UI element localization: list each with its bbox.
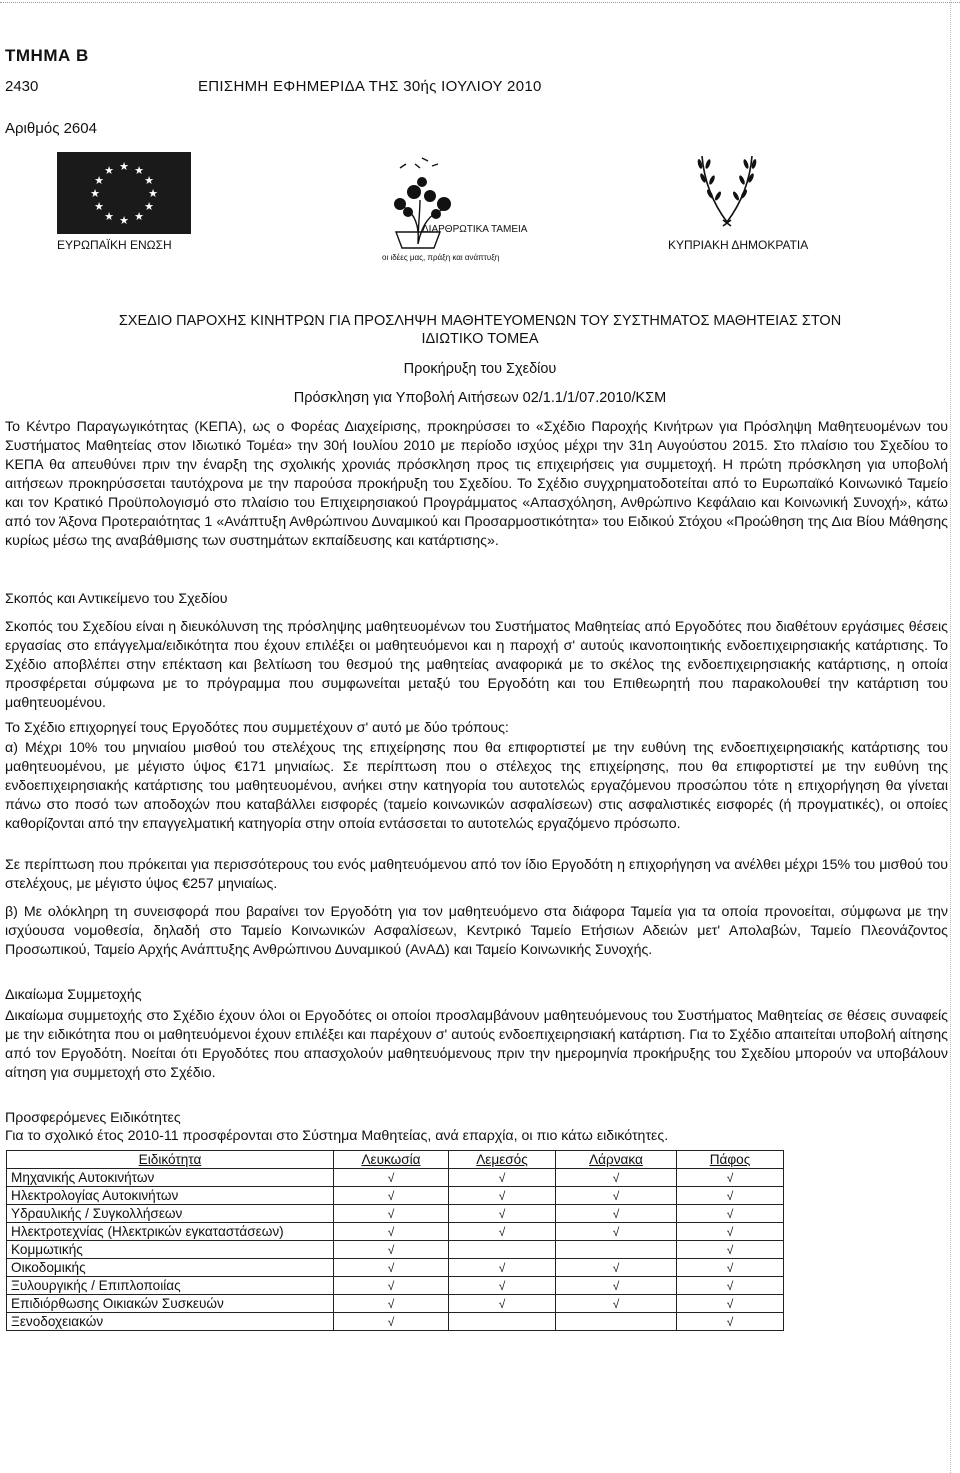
availability-cell: √ [556,1259,677,1277]
table-row [7,1205,784,1223]
svg-text:★: ★ [94,174,104,187]
funding-option-a-extra: Σε περίπτωση που πρόκειται για περισσότερους του ενός μαθητευόμενου από τον ίδιο Εργοδότη η επιχορήγηση να ανέλθει μέχρι 15% του μισθού του στελέχους, με μέγιστο ύψος €257 μηνιαίως. [5,857,948,892]
funds-motto: οι ιδέες μας, πράξη και ανάπτυξη [382,253,500,262]
svg-text:★: ★ [134,210,144,223]
availability-cell: √ [556,1295,677,1313]
availability-cell: √ [677,1241,784,1259]
availability-cell: √ [334,1223,449,1241]
eu-stars-icon [57,152,191,234]
availability-cell: √ [449,1259,556,1277]
availability-cell: √ [334,1205,449,1223]
availability-cell [556,1241,677,1259]
specialty-name: Ξενοδοχειακών [7,1313,334,1331]
svg-text:★: ★ [148,187,158,200]
intro-paragraph: Το Κέντρο Παραγωγικότητας (ΚΕΠΑ), ως ο Φορέας Διαχείρισης, προκηρύσσει το «Σχέδιο Παροχής Κινήτρων για Πρόσληψη Μαθητευομένων του Συστήματος Μαθητείας στον Ιδιωτικό Τομέα» την 30ή Ιουλίου 2010 με περίοδο ισχύος μέχρι την 31η Αυγούστου 2015. Στο πλαίσιο του Σχεδίου το ΚΕΠΑ θα απευθύνει πριν την έναρξη της σχολικής χρονιάς πρόσκληση προς τις επιχειρήσεις για συμμετοχή. Η πρώτη πρόσκληση για υποβολή αιτήσεων προκηρύσσεται ταυτόχρονα με την παρούσα προκήρυξη του Σχεδίου. Το Σχέδιο συγχρηματοδοτείται από το Ευρωπαϊκό Κοινωνικό Ταμείο και τον Κρατικό Προϋπολογισμό στο πλαίσιο του Επιχειρησιακού Προγράμματος «Απασχόληση, Ανθρώπινο Κεφάλαιο και Κοινωνική Συνοχή», κάτω από τον Άξονα Προτεραιότητας 1 «Ανάπτυξη Ανθρώπινου Δυναμικού και Προσαρμοστικότητα» του Ειδικού Στόχου «Προώθηση της Δια Βίου Μάθησης κυρίως μέσω της αναβάθμισης των συστημάτων εκπαίδευσης και κατάρτισης». [5,419,948,549]
specialty-name: Μηχανικής Αυτοκινήτων [7,1169,334,1187]
specialty-name: Ξυλουργικής / Επιπλοποιίας [7,1277,334,1295]
svg-text:★: ★ [119,214,129,227]
availability-cell: √ [677,1295,784,1313]
availability-cell: √ [334,1259,449,1277]
table-row [7,1187,784,1205]
eu-caption: ΕΥΡΩΠΑΪΚΗ ΕΝΩΣΗ [57,238,172,252]
availability-cell [556,1313,677,1331]
availability-cell: √ [449,1205,556,1223]
funding-option-b: β) Με ολόκληρη τη συνεισφορά που βαραίνει τον Εργοδότη για τον μαθητευόμενο στα διάφορα Ταμεία για τα οποία προνοείται, σύμφωνα με την ισχύουσα νομοθεσία, δηλαδή στο Ταμείο Κοινωνικών Ασφαλίσεων, Κεντρικό Ταμείο Ετήσιων Αδειών μετ' Απολαβών, Ταμείο Πλεονάζοντος Προσωπικού, Ταμείο Αρχής Ανάπτυξης Ανθρώπινου Δυναμικού (ΑνΑΔ) και Ταμείο Κοινωνικής Συνοχής. [5,904,948,958]
eu-flag-logo [57,152,191,234]
specialty-name: Ηλεκτροτεχνίας (Ηλεκτρικών εγκαταστάσεων) [7,1223,334,1241]
eligibility-paragraph: Δικαίωμα συμμετοχής στο Σχέδιο έχουν όλοι οι Εργοδότες οι οποίοι προσλαμβάνουν μαθητευόμενους του Συστήματος Μαθητείας σε θέσεις συναφείς με την ειδικότητα που οι μαθητευόμενοι έχουν επιλέξει και παρέχουν σ' αυτούς ενδοεπιχειρησιακή κατάρτιση. Για το Σχέδιο απαιτείται υποβολή αίτησης από τον Εργοδότη. Νοείται ότι Εργοδότες που απασχολούν μαθητευόμενους πριν την ημερομηνία προκήρυξης του Σχεδίου μπορούν να υποβάλουν αίτηση για συμμετοχή στο Σχέδιο. [5,1008,948,1081]
table-row [7,1241,784,1259]
section-label: ΤΜΗΜΑ Β [5,46,89,65]
availability-cell: √ [677,1205,784,1223]
specialty-name: Οικοδομικής [7,1259,334,1277]
table-row [7,1277,784,1295]
availability-cell [449,1313,556,1331]
funding-intro: Το Σχέδιο επιχορηγεί τους Εργοδότες που συμμετέχουν σ' αυτό με δύο τρόπους: [5,720,509,736]
cyprus-emblem-logo [682,150,772,230]
table-row [7,1313,784,1331]
availability-cell: √ [334,1187,449,1205]
specialties-intro: Για το σχολικό έτος 2010-11 προσφέρονται στο Σύστημα Μαθητείας, ανά επαρχία, οι πιο κάτω ειδικότητες. [5,1128,669,1144]
table-row [7,1223,784,1241]
availability-cell: √ [334,1277,449,1295]
availability-cell: √ [334,1295,449,1313]
svg-text:★: ★ [144,174,154,187]
specialties-table [6,1150,784,1331]
availability-cell: √ [556,1187,677,1205]
aim-heading: Σκοπός και Αντικείμενο του Σχεδίου [5,591,228,607]
availability-cell: √ [677,1277,784,1295]
availability-cell: √ [677,1169,784,1187]
funds-label: ΔΙΑΡΘΡΩΤΙΚΑ ΤΑΜΕΙΑ [422,224,528,235]
page-number: 2430 [5,78,39,95]
olive-branch-icon [682,150,772,230]
availability-cell: √ [334,1241,449,1259]
col-limassol: Λεμεσός [449,1151,556,1169]
availability-cell: √ [677,1223,784,1241]
scheme-title-line1: ΣΧΕΔΙΟ ΠΑΡΟΧΗΣ ΚΙΝΗΤΡΩΝ ΓΙΑ ΠΡΟΣΛΗΨΗ ΜΑΘΗΤΕΥΟΜΕΝΩΝ ΤΟΥ ΣΥΣΤΗΜΑΤΟΣ ΜΑΘΗΤΕΙΑΣ ΣΤΟΝ [118,313,842,329]
availability-cell [449,1241,556,1259]
col-specialty: Ειδικότητα [7,1151,334,1169]
top-border [0,2,960,3]
availability-cell: √ [449,1223,556,1241]
aim-paragraph: Σκοπός του Σχεδίου είναι η διευκόλυνση της πρόσληψης μαθητευομένων του Συστήματος Μαθητείας από Εργοδότες που διαθέτουν εργάσιμες θέσεις εργασίας στο επάγγελμα/ειδικότητα που έχουν επιλέξει οι μαθητευόμενοι και η παροχή σ' αυτούς ικανοποιητικής ενδοεπιχειρησιακής κατάρτισης. Το Σχέδιο αποβλέπει στην επέκταση και βελτίωση του θεσμού της μαθητείας αναφορικά με το σκέλος της ενδοεπιχειρησιακής κατάρτισης, η οποία προσφέρεται σύμφωνα με το πρόγραμμα που συμφωνείται μεταξύ του Εργοδότη και του Επιθεωρητή που παρακολουθεί την κατάρτιση του μαθητευομένου. [5,619,948,711]
availability-cell: √ [556,1205,677,1223]
structural-funds-logo [360,152,560,264]
right-border [950,0,952,1473]
availability-cell: √ [677,1313,784,1331]
availability-cell: √ [677,1187,784,1205]
table-header-row [7,1151,784,1169]
availability-cell: √ [449,1277,556,1295]
specialty-name: Ηλεκτρολογίας Αυτοκινήτων [7,1187,334,1205]
table-row [7,1259,784,1277]
availability-cell: √ [556,1277,677,1295]
svg-text:★: ★ [104,164,114,177]
announcement-label: Προκήρυξη του Σχεδίου [403,361,557,377]
availability-cell: √ [334,1313,449,1331]
call-for-applications: Πρόσκληση για Υποβολή Αιτήσεων 02/1.1/1/07.2010/ΚΣΜ [293,390,667,406]
specialty-name: Κομμωτικής [7,1241,334,1259]
availability-cell: √ [449,1295,556,1313]
funding-option-a: α) Μέχρι 10% του μηνιαίου μισθού του στελέχους της επιχείρησης που θα επιφορτιστεί με την ευθύνη της ενδοεπιχειρησιακής κατάρτισης του μαθητευομένου, με μέγιστο ύψος €171 μηνιαίως. Σε περίπτωση που ο στέλεχος της επιχείρησης, που θα επιφορτιστεί με την ευθύνη της ενδοεπιχειρησιακής κατάρτισης του μαθητευομένου, ανήκει στην κατηγορία του αυτοτελώς εργαζόμενου προσώπου τότε η επιχορήγηση θα γίνεται πάνω στο ποσό των αποδοχών που καταβάλλει εισφορές (ταμείο κοινωνικών ασφαλίσεων) στις ασφαλιστικές εισφορές (ή προγματικές), οι οποίες καθορίζονται από την επαγγελματική κατηγορία στην οποία εντάσσεται το αυτοτελώς εργαζόμενο πρόσωπο. [5,740,948,832]
availability-cell: √ [556,1169,677,1187]
svg-text:★: ★ [144,200,154,213]
specialty-name: Υδραυλικής / Συγκολλήσεων [7,1205,334,1223]
eligibility-heading: Δικαίωμα Συμμετοχής [5,987,142,1003]
cyprus-caption: ΚΥΠΡΙΑΚΗ ΔΗΜΟΚΡΑΤΙΑ [668,238,809,252]
col-nicosia: Λευκωσία [334,1151,449,1169]
svg-text:★: ★ [90,187,100,200]
tree-icon [360,152,560,264]
table-row [7,1295,784,1313]
availability-cell: √ [334,1169,449,1187]
gazette-title: ΕΠΙΣΗΜΗ ΕΦΗΜΕΡΙΔΑ ΤΗΣ 30ής ΙΟΥΛΙΟΥ 2010 [198,78,542,95]
svg-text:★: ★ [94,200,104,213]
availability-cell: √ [556,1223,677,1241]
scheme-title-line2: ΙΔΙΩΤΙΚΟ ΤΟΜΕΑ [421,331,539,347]
issue-number: Αριθμός 2604 [5,120,97,137]
availability-cell: √ [449,1169,556,1187]
availability-cell: √ [449,1187,556,1205]
svg-text:★: ★ [104,210,114,223]
specialty-name: Επιδιόρθωσης Οικιακών Συσκευών [7,1295,334,1313]
col-larnaca: Λάρνακα [556,1151,677,1169]
svg-text:★: ★ [119,160,129,173]
svg-text:★: ★ [134,164,144,177]
specialties-heading: Προσφερόμενες Ειδικότητες [5,1110,181,1126]
col-paphos: Πάφος [677,1151,784,1169]
table-row [7,1169,784,1187]
availability-cell: √ [677,1259,784,1277]
